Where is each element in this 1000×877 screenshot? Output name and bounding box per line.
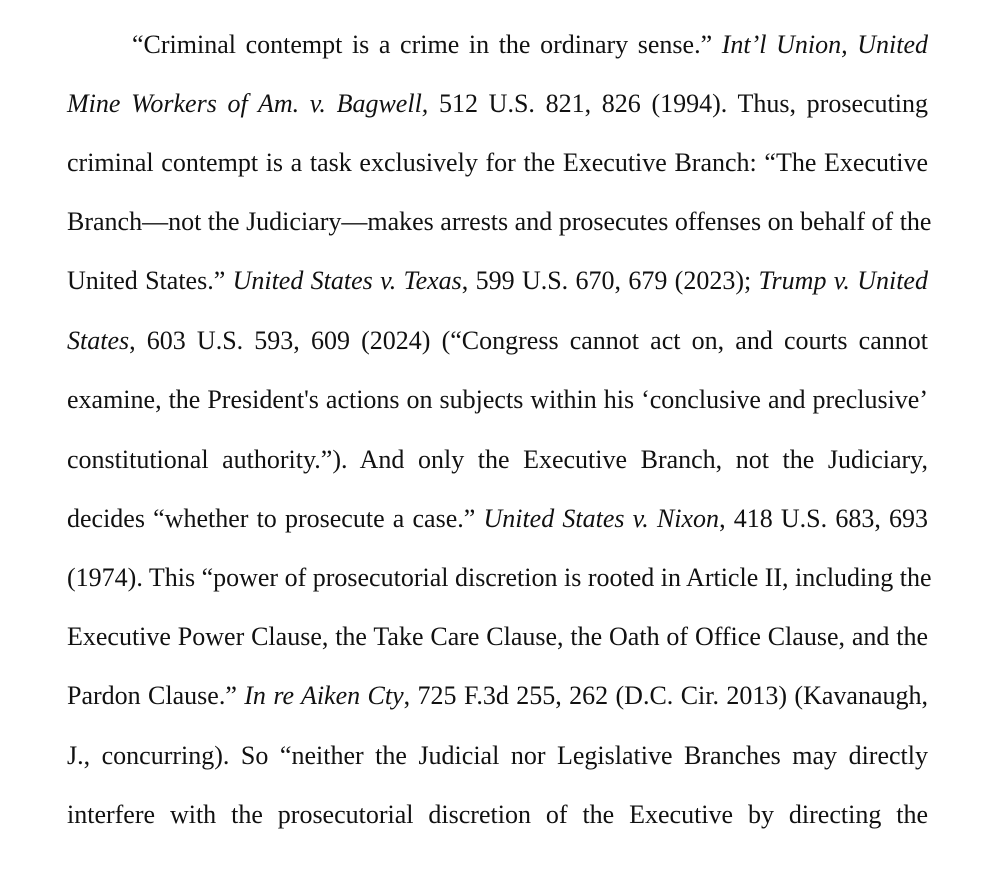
case-citation: States xyxy=(67,326,130,355)
text-line xyxy=(132,29,928,61)
text-line xyxy=(67,562,932,594)
text-line xyxy=(67,206,932,238)
text-segment: Branch—not the Judiciary—makes arrests and prosecutes offenses on behalf of the xyxy=(67,207,932,236)
text-line xyxy=(67,740,928,772)
text-segment: Executive Power Clause, the Take Care Clause, the Oath of Office Clause, and the xyxy=(67,622,928,651)
text-line xyxy=(67,503,928,535)
case-citation: United States v. Nixon xyxy=(483,504,720,533)
text-segment: , 599 U.S. 670, 679 (2023); xyxy=(461,266,759,295)
text-segment: interfere with the prosecutorial discretion of the Executive by directing the xyxy=(67,800,928,829)
text-line xyxy=(67,88,928,120)
text-segment: Pardon Clause.” xyxy=(67,681,245,710)
text-line xyxy=(67,444,928,476)
case-citation: Trump v. United xyxy=(758,266,928,295)
text-segment: , 603 U.S. 593, 609 (2024) (“Congress cannot act on, and courts cannot xyxy=(129,326,928,355)
text-line xyxy=(67,799,928,831)
text-line xyxy=(67,147,928,179)
text-segment: examine, the President's actions on subjects within his ‘conclusive and preclusive’ xyxy=(67,385,928,414)
case-citation: Int’l Union, United xyxy=(721,30,929,59)
case-citation: United States v. Texas xyxy=(232,266,462,295)
text-segment: J., concurring). So “neither the Judicial nor Legislative Branches may directly xyxy=(67,741,928,770)
text-line xyxy=(67,621,928,653)
text-segment: “Criminal contempt is a crime in the ordinary sense.” xyxy=(132,30,722,59)
case-citation: In re Aiken Cty xyxy=(244,681,404,710)
case-citation: Mine Workers of Am. v. Bagwell, xyxy=(67,89,429,118)
text-segment: , 725 F.3d 255, 262 (D.C. Cir. 2013) (Kavanaugh, xyxy=(403,681,928,710)
text-line xyxy=(67,680,928,712)
text-segment: 512 U.S. 821, 826 (1994). Thus, prosecuting xyxy=(428,89,928,118)
text-segment: (1974). This “power of prosecutorial discretion is rooted in Article II, including the xyxy=(67,563,932,592)
text-line xyxy=(67,265,928,297)
text-segment: criminal contempt is a task exclusively for the Executive Branch: “The Executive xyxy=(67,148,928,177)
text-segment: United States.” xyxy=(67,266,233,295)
text-segment: , 418 U.S. 683, 693 xyxy=(719,504,928,533)
text-line xyxy=(67,384,928,416)
text-line xyxy=(67,325,928,357)
text-segment: constitutional authority.”). And only the Executive Branch, not the Judiciary, xyxy=(67,445,928,474)
text-segment: decides “whether to prosecute a case.” xyxy=(67,504,484,533)
